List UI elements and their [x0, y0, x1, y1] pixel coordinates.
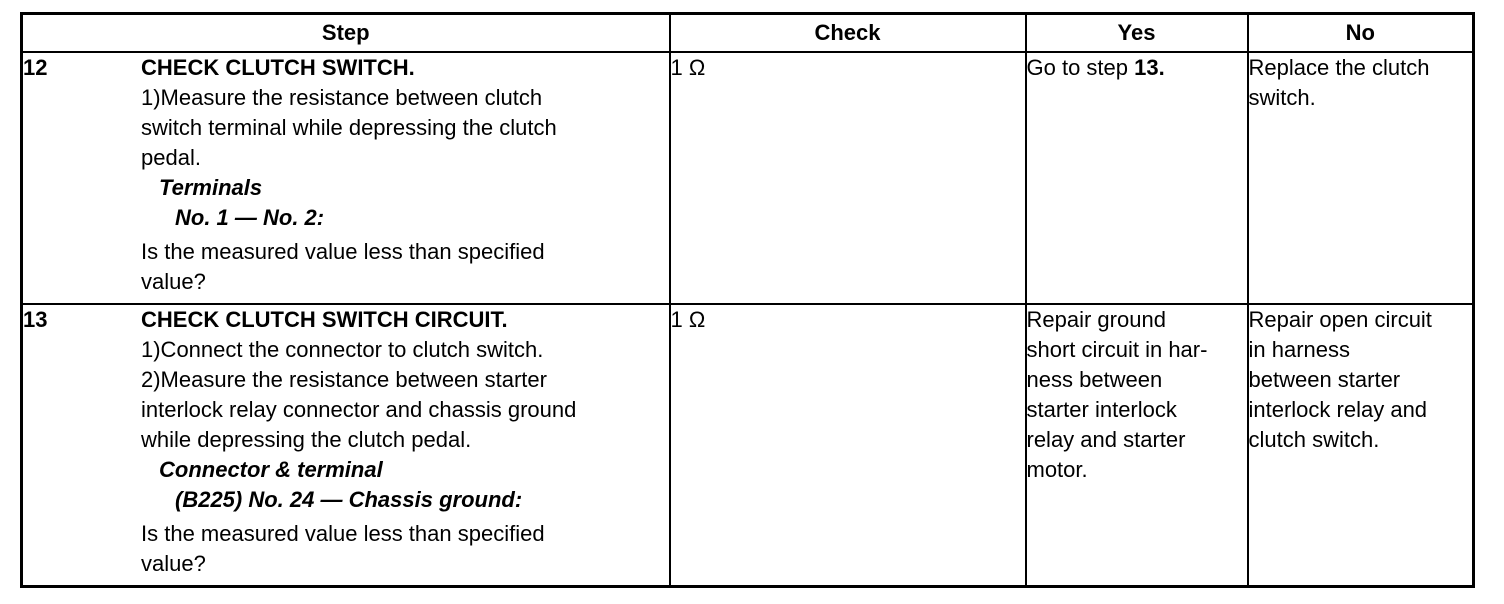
no-cell	[1248, 304, 1474, 586]
instruction-line: switch terminal while depressing the clutch	[141, 115, 557, 140]
no-text-line: Replace the clutch	[1248, 55, 1430, 80]
instruction-line: while depressing the clutch pedal.	[141, 427, 472, 453]
question-line: Is the measured value less than specified	[141, 239, 545, 264]
no-cell	[1248, 52, 1474, 304]
yes-text-line: relay and starter	[1026, 427, 1186, 453]
no-text-line: in harness	[1248, 337, 1351, 363]
yes-text-line: motor.	[1026, 457, 1088, 483]
header-check: Check	[670, 14, 1026, 53]
no-text-line: switch.	[1248, 85, 1316, 110]
step-cell	[22, 52, 670, 304]
yes-text-line: short circuit in har-	[1026, 337, 1208, 363]
yes-cell	[1026, 52, 1248, 304]
question-line: Is the measured value less than specified	[141, 521, 545, 547]
table-row	[22, 52, 1474, 304]
instruction-line: pedal.	[141, 145, 201, 170]
question-line: value?	[141, 269, 206, 294]
no-text-line: Repair open circuit	[1248, 307, 1432, 333]
question-line: value?	[141, 551, 206, 577]
header-yes: Yes	[1026, 14, 1248, 53]
step-title: CHECK CLUTCH SWITCH.	[141, 55, 415, 80]
yes-text-line: starter interlock	[1026, 397, 1177, 423]
step-number: 13	[23, 307, 48, 333]
no-text-line: interlock relay and	[1248, 397, 1428, 423]
header-no: No	[1248, 14, 1474, 53]
spec-value-label: No. 1 — No. 2:	[175, 205, 325, 230]
table-row	[22, 304, 1474, 586]
header-step: Step	[22, 14, 670, 53]
check-cell: 1 Ω	[670, 304, 1026, 586]
spec-label: Terminals	[159, 175, 263, 200]
instruction-line: 1)Connect the connector to clutch switch.	[141, 337, 544, 363]
step-title: CHECK CLUTCH SWITCH CIRCUIT.	[141, 307, 508, 333]
yes-text-line: ness between	[1026, 367, 1163, 393]
instruction-line: interlock relay connector and chassis ground	[141, 397, 577, 423]
no-text-line: clutch switch.	[1248, 427, 1380, 453]
check-cell: 1 Ω	[670, 52, 1026, 304]
step-reference: 13.	[1134, 55, 1165, 80]
header-row	[22, 14, 1474, 53]
instruction-line: 1)Measure the resistance between clutch	[141, 85, 543, 110]
spec-value-label: (B225) No. 24 — Chassis ground:	[175, 487, 523, 513]
yes-cell	[1026, 304, 1248, 586]
yes-text-line: Repair ground	[1026, 307, 1166, 333]
spec-label: Connector & terminal	[159, 457, 383, 483]
instruction-line: 2)Measure the resistance between starter	[141, 367, 547, 393]
diagnostic-table	[20, 12, 1475, 588]
step-cell	[22, 304, 670, 586]
no-text-line: between starter	[1248, 367, 1401, 393]
yes-text: Go to step	[1026, 55, 1135, 80]
step-number: 12	[23, 55, 48, 80]
